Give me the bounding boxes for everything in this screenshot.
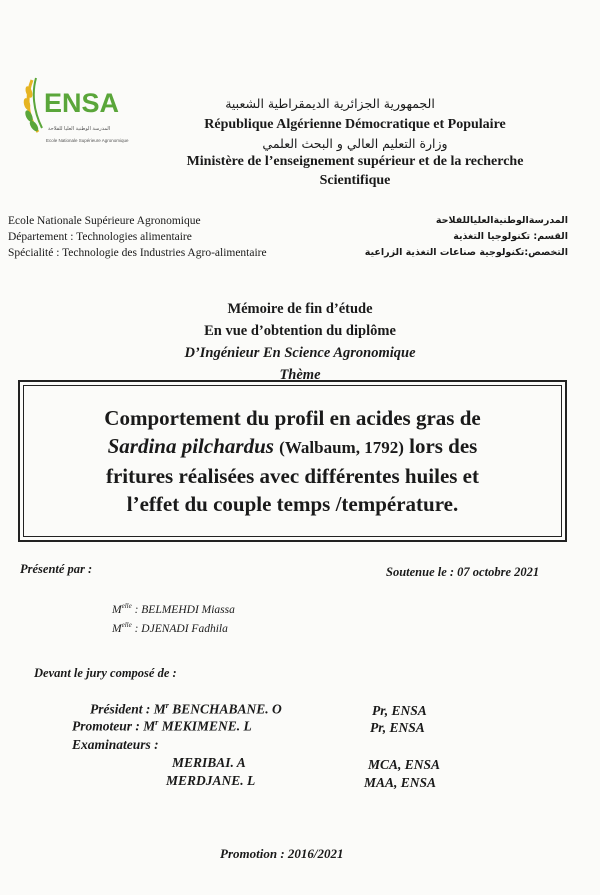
jury-promoteur-role: Pr, ENSA <box>370 720 425 735</box>
thesis-title <box>23 385 562 537</box>
promotion: Promotion : 2016/2021 <box>220 846 344 861</box>
memoire-line-2: En vue d’obtention du diplôme <box>204 323 396 339</box>
jury-promoteur: Promoteur : $M^r$ MEKIMENE. L <box>72 718 252 734</box>
header-arabic-republic: الجمهورية الجزائرية الديمقراطية الشعبية <box>225 96 435 111</box>
title-line-1: Comportement du profil en acides gras de <box>104 406 481 430</box>
jury-examiner-2-role: MAA, ENSA <box>364 775 437 790</box>
department-arabic: القسم: تكنولوجيا التغذية <box>453 231 568 242</box>
student-2: $M^{elle}$ : DJENADI Fadhila <box>112 620 228 635</box>
svg-text:Ecole Nationale Supérieure Agr: Ecole Nationale Supérieure Agronomique <box>46 138 129 143</box>
students-list <box>112 599 235 637</box>
title-line-4: l’effet du couple temps /température. <box>126 492 459 516</box>
jury-president-role: Pr, ENSA <box>372 703 427 718</box>
header-arabic-ministry: وزارة التعليم العالي و البحث العلمي <box>262 136 448 151</box>
svg-text:المدرسة الوطنية العليا للفلاحة: المدرسة الوطنية العليا للفلاحة <box>48 126 111 132</box>
ministry-line-1: Ministère de l’enseignement supérieur et de la recherche <box>186 154 524 169</box>
jury-examiner-1-role: MCA, ENSA <box>368 757 441 772</box>
jury-examiner-2: MERDJANE. L <box>166 773 256 788</box>
title-species: Sardina pilchardus <box>107 434 274 458</box>
theme-label: Thème <box>279 367 321 383</box>
header-ministry <box>0 152 600 190</box>
header-republic: République Algérienne Démocratique et Populaire <box>204 117 506 132</box>
defense-date: Soutenue le : 07 octobre 2021 <box>386 565 540 579</box>
thesis-title-frame <box>18 380 567 542</box>
school-name-arabic: المدرسةالوطنيةالعلياللفلاحة <box>435 215 568 226</box>
memoire-line-3: D’Ingénieur En Science Agronomique <box>184 345 416 361</box>
institution-info-arabic <box>365 213 568 261</box>
ministry-line-2: Scientifique <box>319 173 391 188</box>
memoire-line-1: Mémoire de fin d’étude <box>227 301 373 317</box>
school-name: Ecole Nationale Supérieure Agronomique <box>8 215 201 227</box>
jury-examinateurs-label: Examinateurs : <box>72 737 159 752</box>
jury-title: Devant le jury composé de : <box>34 666 177 680</box>
student-1: $M^{elle}$ : BELMEHDI Miassa <box>112 602 235 616</box>
title-authority: (Walbaum, 1792) <box>279 438 404 457</box>
title-line-2-end: lors des <box>409 434 478 458</box>
institution-info <box>8 213 267 261</box>
speciality-arabic: التخصص:تكنولوجية صناعات التغذية الزراعية <box>364 247 568 258</box>
svg-text:ENSA: ENSA <box>44 88 120 118</box>
jury-president: Président : $M^r$ BENCHABANE. O <box>90 701 282 717</box>
department: Département : Technologies alimentaire <box>8 231 192 243</box>
title-line-3: fritures réalisées avec différentes huiles et <box>105 464 479 488</box>
speciality: Spécialité : Technologie des Industries Agro-alimentaire <box>8 247 267 259</box>
memoire-block <box>0 298 600 386</box>
presented-by-label: Présenté par : <box>20 562 93 576</box>
jury-examiner-1: MERIBAI. A <box>172 755 246 770</box>
